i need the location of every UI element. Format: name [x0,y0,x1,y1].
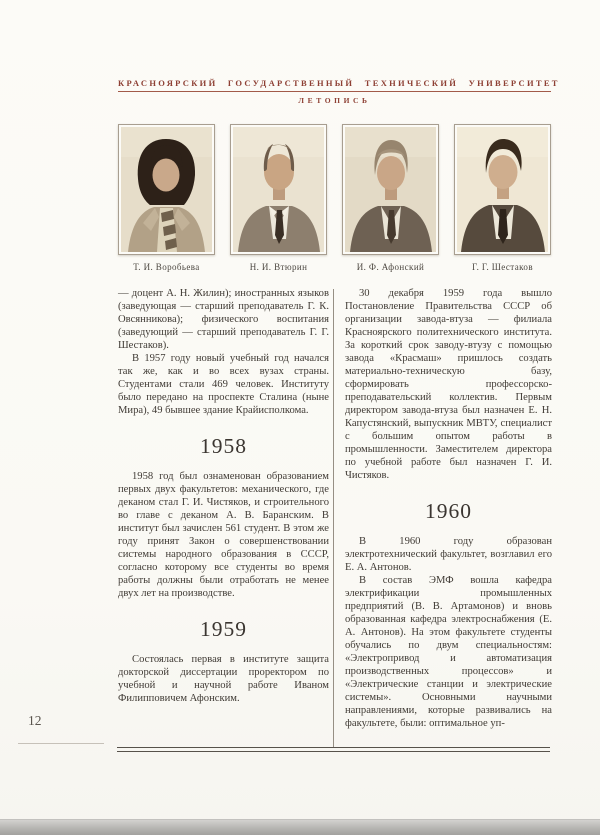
portrait-image-gray-hair-man [345,127,436,252]
column-divider-rule [333,289,334,748]
portrait-caption: Г. Г. Шестаков [472,262,533,272]
paragraph-continuation: — доцент А. Н. Жилин); иностранных языков (заведующая — старший преподаватель Г. К. Овсянникова); физического воспитания (заведующий — старший преподаватель Г. Г. Шестаков). [118,288,329,351]
portrait-caption: Н. И. Втюрин [249,262,308,272]
paragraph-1959: Состоялась первая в институте защита докторской диссертации проректором по учебной и научной работе Иваном Филипповичем Афонским. [118,654,329,704]
page-number: 12 [28,713,42,728]
year-heading-1958: 1958 [200,434,247,458]
portrait-image-balding-man [233,127,324,252]
paragraph-1960-emf: В состав ЭМФ вошла кафедра электрификации промышленных предприятий (В. В. Артамонов) и вновь образованная кафедра электроснабжения (Е. А. Антонов). На этом факультете студенты обучались по двум специальностям: «Электропривод и автоматизация производственных процессов» и «Электрические станции и электрические системы». Основными научными направлениями, которые развивались на факультете, были: оптимальное уп- [345,575,552,729]
series-title: ЛЕТОПИСЬ [298,96,371,105]
running-header [118,78,560,105]
portrait-row [118,124,551,272]
portrait-figure-vtyurin [230,124,327,272]
year-heading-1959: 1959 [200,617,247,641]
portrait-caption: Т. И. Воробьева [133,262,200,272]
paragraph-1960-faculty: В 1960 году образован электротехнический факультет, возглавил его Е. А. Антонов. [345,536,552,573]
university-title: КРАСНОЯРСКИЙ ГОСУДАРСТВЕННЫЙ ТЕХНИЧЕСКИЙ УНИВЕРСИТЕТ [118,78,560,88]
page-number-rule [18,743,104,744]
portrait-photo-vorobyeva [118,124,215,255]
paragraph-1959-decree: 30 декабря 1959 года вышло Постановление Правительства СССР об организации завода-втуза — филиала Красноярского политехнического института. За короткий срок заводу-втузу с помощью завода «Красмаш» пришлось создать материально-техническую базу, сформировать профессорско-преподавательский коллектив. Первым директором завода-втуза был назначен Е. Н. Капустянский, выпускник МВТУ, специалист с большим опытом работы в промышленности. Заместителем директора по учебной работе был назначен Г. И. Чистяков. [345,288,552,481]
scan-bottom-edge [0,819,600,835]
right-column [345,287,552,730]
portrait-figure-shestakov [454,124,551,272]
portrait-photo-vtyurin [230,124,327,255]
portrait-image-woman [121,127,212,252]
portrait-figure-afonsky [342,124,439,272]
portrait-photo-afonsky [342,124,439,255]
portrait-figure-vorobyeva [118,124,215,272]
portrait-caption: И. Ф. Афонский [356,262,425,272]
year-heading-1960: 1960 [425,499,472,523]
portrait-photo-shestakov [454,124,551,255]
paragraph-1958: 1958 год был ознаменован образованием первых двух факультетов: механического, где деканом стал Г. И. Чистяков, и строительного во главе с деканом А. В. Баранским. В институт был зачислен 561 студент. В этом же году принят Закон о совершенствовании системы народного образования в СССР, согласно которому все студенты во время работы должны были отработать не менее двух лет на производстве. [118,471,329,599]
footer-double-rule [117,747,550,752]
header-rule [118,91,551,92]
paragraph-1957: В 1957 году новый учебный год начался так же, как и во всех вузах страны. Студентами стали 469 человек. Институту было передано на проспекте Сталина (ныне Мира), 49 бывшее здание Крайисполкома. [118,353,329,416]
left-column [118,287,329,705]
portrait-image-dark-hair-man [457,127,548,252]
